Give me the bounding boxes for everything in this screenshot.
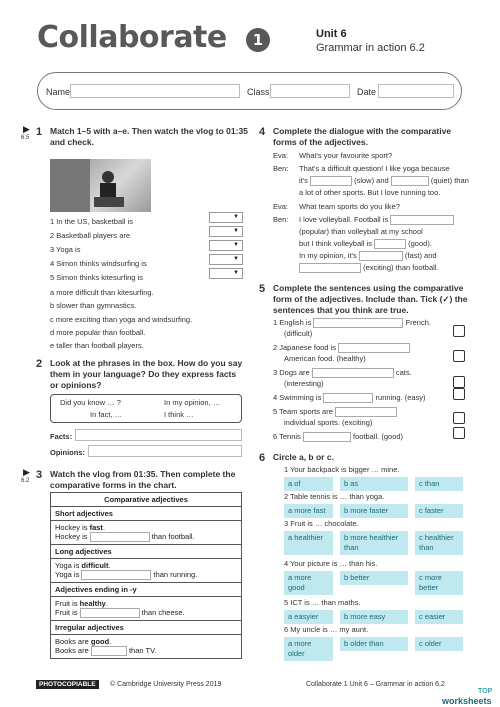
dialogue-line: a lot of other sports. But I love running too. bbox=[299, 188, 441, 197]
class-label: Class bbox=[247, 87, 270, 97]
instruction: Watch the vlog from 01:35. Then complete the bbox=[50, 469, 236, 479]
watermark-top: TOP bbox=[478, 688, 493, 695]
instruction: comparative forms in the chart. bbox=[50, 480, 177, 490]
answer-option[interactable]: c older bbox=[415, 637, 463, 651]
sentence: (difficult) bbox=[284, 329, 313, 338]
speaker: Eva: bbox=[273, 202, 289, 211]
footer-title: Collaborate 1 Unit 6 – Grammar in action 6.2 bbox=[306, 681, 445, 688]
answer-blank[interactable] bbox=[323, 393, 373, 403]
answer-option[interactable]: b more faster bbox=[340, 504, 408, 518]
opinions-label: Opinions: bbox=[50, 448, 85, 457]
sentence: American food. (healthy) bbox=[284, 354, 366, 363]
question: 3 Fruit is … chocolate. bbox=[284, 519, 359, 528]
person-figure-icon bbox=[50, 159, 151, 212]
question: 4 Your picture is … than his. bbox=[284, 559, 378, 568]
answer-option[interactable]: a of bbox=[284, 477, 333, 491]
answer-option[interactable]: b more easy bbox=[340, 610, 408, 624]
opinions-field[interactable] bbox=[88, 445, 242, 457]
answer-blank[interactable] bbox=[359, 251, 403, 261]
table-title: Comparative adjectives bbox=[51, 493, 241, 507]
answer-option[interactable]: c than bbox=[415, 477, 463, 491]
watermark-logo: worksheets bbox=[442, 696, 492, 706]
answer-blank[interactable] bbox=[90, 532, 150, 542]
phrase: I think … bbox=[164, 410, 194, 419]
logo: Collaborate bbox=[37, 20, 227, 55]
answer-blank[interactable] bbox=[391, 176, 429, 186]
table-section: Irregular adjectives bbox=[51, 621, 241, 635]
match-item: 1 In the US, basketball is bbox=[50, 217, 133, 226]
instruction: forms of the adjectives. bbox=[273, 137, 368, 147]
match-option: c more exciting than yoga and windsurfing. bbox=[50, 315, 193, 324]
phrase: In fact, … bbox=[90, 410, 123, 419]
match-item: 5 Simon thinks kitesurfing is bbox=[50, 273, 143, 282]
play-icon[interactable]: ▶ bbox=[23, 124, 30, 134]
audio-number: 6.2 bbox=[21, 478, 30, 484]
answer-option[interactable]: c easier bbox=[415, 610, 463, 624]
dialogue-line: In my opinion, it's (fast) and bbox=[299, 251, 437, 260]
photocopiable-badge: PHOTOCOPIABLE bbox=[36, 680, 99, 689]
instruction: form of the adjectives. Include than. Tick (✓) the bbox=[273, 294, 468, 304]
answer-dropdown[interactable]: ▼ bbox=[209, 254, 243, 265]
table-row: Hockey is fast. Hockey is than football. bbox=[51, 521, 241, 545]
question: 2 Table tennis is … than yoga. bbox=[284, 492, 385, 501]
speaker: Ben: bbox=[273, 215, 289, 224]
dialogue-line: (exciting) than football. bbox=[299, 263, 439, 273]
answer-option[interactable]: b older than bbox=[340, 637, 408, 651]
answer-blank[interactable] bbox=[299, 263, 361, 273]
dialogue-line: I love volleyball. Football is bbox=[299, 215, 454, 225]
answer-blank[interactable] bbox=[335, 407, 397, 417]
table-row: Books are good. Books are than TV. bbox=[55, 637, 157, 656]
sentence: 6 Tennis football. (good) bbox=[273, 432, 404, 441]
sentence: individual sports. (exciting) bbox=[284, 418, 373, 427]
question: 6 My uncle is … my aunt. bbox=[284, 625, 369, 634]
question: 5 ICT is … than maths. bbox=[284, 598, 361, 607]
match-option: d more popular than football. bbox=[50, 328, 146, 337]
answer-option[interactable]: a healthier bbox=[284, 531, 333, 555]
match-item: 4 Simon thinks windsurfing is bbox=[50, 259, 147, 268]
exercise-number: 2 bbox=[36, 358, 43, 370]
instruction: them in your language? Do they express facts bbox=[50, 369, 237, 379]
copyright: © Cambridge University Press 2019 bbox=[110, 681, 222, 688]
instruction: and check. bbox=[50, 137, 94, 147]
table-row: Yoga is difficult. Yoga is than running. bbox=[51, 559, 241, 583]
tick-box[interactable] bbox=[453, 388, 465, 400]
table-row: Fruit is healthy. Fruit is than cheese. bbox=[51, 597, 241, 621]
vlog-photo bbox=[50, 159, 151, 212]
answer-blank[interactable] bbox=[81, 570, 151, 580]
sentence: 5 Team sports are bbox=[273, 407, 397, 417]
answer-option[interactable]: c faster bbox=[415, 504, 463, 518]
instruction: Complete the dialogue with the comparative bbox=[273, 126, 452, 136]
exercise-number: 1 bbox=[36, 126, 43, 138]
answer-option[interactable]: c more better bbox=[415, 571, 463, 595]
answer-dropdown[interactable]: ▼ bbox=[209, 212, 243, 223]
exercise-number: 6 bbox=[259, 452, 266, 464]
instruction: Circle a, b or c. bbox=[273, 452, 334, 462]
question: 1 Your backpack is bigger … mine. bbox=[284, 465, 400, 474]
sentence: 2 Japanese food is bbox=[273, 343, 410, 353]
answer-blank[interactable] bbox=[390, 215, 454, 225]
sentence: (interesting) bbox=[284, 379, 324, 388]
table-section: Short adjectives bbox=[51, 507, 241, 521]
instruction: Complete the sentences using the comparative bbox=[273, 283, 464, 293]
answer-option[interactable]: a more older bbox=[284, 637, 333, 661]
date-label: Date bbox=[357, 87, 377, 97]
dialogue-line: That's a difficult question! I like yoga because bbox=[299, 164, 450, 173]
instruction: sentences that you think are true. bbox=[273, 305, 409, 315]
instruction: or opinions? bbox=[50, 380, 102, 390]
answer-blank[interactable] bbox=[310, 176, 352, 186]
play-icon[interactable]: ▶ bbox=[23, 467, 30, 477]
exercise-number: 3 bbox=[36, 469, 43, 481]
answer-option[interactable]: b more healthier than bbox=[340, 531, 408, 555]
match-option: b slower than gymnastics. bbox=[50, 301, 137, 310]
name-field[interactable] bbox=[70, 84, 240, 98]
answer-option[interactable]: b as bbox=[340, 477, 408, 491]
answer-blank[interactable] bbox=[303, 432, 351, 442]
answer-option[interactable]: c healthier than bbox=[415, 531, 463, 555]
speaker: Ben: bbox=[273, 164, 289, 173]
answer-dropdown[interactable]: ▼ bbox=[209, 268, 243, 279]
sentence: 3 Dogs are cats. bbox=[273, 368, 412, 377]
answer-option[interactable]: a more fast bbox=[284, 504, 333, 518]
answer-blank[interactable] bbox=[374, 239, 406, 249]
tick-box[interactable] bbox=[453, 325, 465, 337]
answer-option[interactable]: b better bbox=[340, 571, 408, 585]
answer-blank[interactable] bbox=[80, 608, 140, 618]
dialogue-line: (popular) than volleyball at my school bbox=[299, 227, 423, 236]
sentence: 1 English is French. bbox=[273, 318, 431, 327]
answer-blank[interactable] bbox=[312, 368, 394, 378]
match-item: 2 Basketball players are bbox=[50, 231, 131, 240]
date-field[interactable] bbox=[378, 84, 454, 98]
tick-box[interactable] bbox=[453, 427, 465, 439]
answer-dropdown[interactable]: ▼ bbox=[209, 240, 243, 251]
answer-option[interactable]: a easyier bbox=[284, 610, 333, 624]
level-badge: 1 bbox=[246, 28, 270, 52]
unit-title: Unit 6 bbox=[316, 28, 347, 40]
answer-blank[interactable] bbox=[313, 318, 403, 328]
dialogue-line: but I think volleyball is (good). bbox=[299, 239, 432, 248]
answer-dropdown[interactable]: ▼ bbox=[209, 226, 243, 237]
class-field[interactable] bbox=[270, 84, 350, 98]
dialogue-line: What team sports do you like? bbox=[299, 202, 400, 211]
exercise-number: 5 bbox=[259, 283, 266, 295]
phrase: Did you know … ? bbox=[60, 398, 121, 407]
comparatives-table bbox=[50, 492, 242, 659]
match-option: a more difficult than kitesurfing. bbox=[50, 288, 154, 297]
audio-number: 6.5 bbox=[21, 135, 30, 141]
facts-field[interactable] bbox=[75, 429, 242, 441]
instruction: Look at the phrases in the box. How do you say bbox=[50, 358, 243, 368]
tick-box[interactable] bbox=[453, 350, 465, 362]
tick-box[interactable] bbox=[453, 412, 465, 424]
instruction: Match 1–5 with a–e. Then watch the vlog to 01:35 bbox=[50, 126, 248, 136]
exercise-number: 4 bbox=[259, 126, 266, 138]
answer-blank[interactable] bbox=[338, 343, 410, 353]
phrase: In my opinion, … bbox=[164, 398, 221, 407]
tick-box[interactable] bbox=[453, 376, 465, 388]
table-section: Adjectives ending in -y bbox=[51, 583, 241, 597]
answer-option[interactable]: a more good bbox=[284, 571, 333, 595]
match-option: e taller than football players. bbox=[50, 341, 144, 350]
dialogue-line: What's your favourite sport? bbox=[299, 151, 393, 160]
table-section: Long adjectives bbox=[51, 545, 241, 559]
dialogue-line: it's (slow) and (quiet) than bbox=[299, 176, 469, 185]
sentence: 4 Swimming is running. (easy) bbox=[273, 393, 426, 402]
name-label: Name bbox=[46, 87, 71, 97]
speaker: Eva: bbox=[273, 151, 289, 160]
answer-blank[interactable] bbox=[91, 646, 127, 656]
match-item: 3 Yoga is bbox=[50, 245, 81, 254]
facts-label: Facts: bbox=[50, 432, 73, 441]
page-subtitle: Grammar in action 6.2 bbox=[316, 42, 425, 54]
